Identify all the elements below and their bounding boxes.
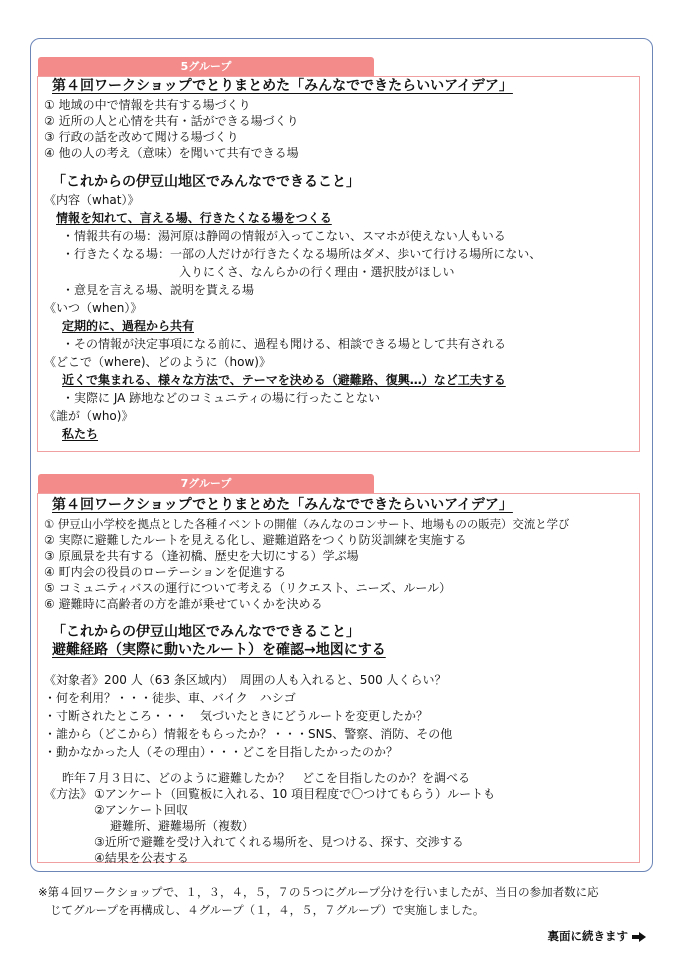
group5-idea-3: ③ 行政の話を改めて聞ける場づくり [44,130,239,144]
group5-when-label: 《いつ（when）》 [44,301,143,315]
group7-method-1: ①アンケート（回覧板に入れる、10 項目程度で〇つけてもらう）ルートも [94,787,496,801]
group7-target-3: ・寸断されたところ・・・ 気づいたときにどうルートを変更したか？ [44,709,429,723]
group7-tab: 7グループ [38,474,374,494]
group5-what-item-2: ・行きたくなる場：一部の人だけが行きたくなる場所はダメ、歩いて行ける場所にない、 [62,247,542,261]
group5-idea-4: ④ 他の人の考え（意味）を聞いて共有できる場 [44,146,299,160]
group5-when-sub: 定期的に、過程から共有 [62,319,195,333]
group7-research: 昨年７月３日に、どのように避難したか？ どこを目指したのか？を調べる [62,771,471,785]
group7-heading: 「これからの伊豆山地区でみんなでできること」 [52,624,360,640]
group5-what-sub: 情報を知れて、言える場、行きたくなる場をつくる [56,211,332,225]
next-page-note [547,928,646,944]
group7-target-4: ・誰から（どこから）情報をもらったか？・・・SNS、警察、消防、その他 [44,727,453,741]
group7-title: 第４回ワークショップでとりまとめた「みんなでできたらいいアイデア」 [52,497,513,513]
group5-who-label: 《誰が（who)》 [44,409,134,423]
group7-idea-2: ② 実際に避難したルートを見える化し、避難道路をつくり防災訓練を実施する [44,533,467,547]
group5-what-item-3: 入りにくさ、なんらかの行く理由・選択肢がほしい [179,265,455,279]
group5-idea-2: ② 近所の人と心情を共有・話ができる場づくり [44,114,299,128]
group7-target-1: 《対象者》200 人（63 条区域内） 周囲の人も入れると、500 人くらい？ [44,673,447,687]
group7-idea-6: ⑥ 避難時に高齢者の方を誰が乗せていくかを決める [44,597,323,611]
group5-what-item-1: ・情報共有の場：湯河原は静岡の情報が入ってこない、スマホが使えない人もいる [62,229,506,243]
group7-method-3: ③近所で避難を受け入れてくれる場所を、見つける、探す、交渉する [94,835,464,849]
group7-target-5: ・動かなかった人（その理由）・・・どこを目指したかったのか？ [44,745,399,759]
group5-idea-1: ① 地域の中で情報を共有する場づくり [44,98,251,112]
footnote-line-1: ※第４回ワークショップで、１，３，４，５，７の５つにグループ分けを行いましたが、当日の参加者数に応 [38,885,599,899]
group5-what-label: 《内容（what）》 [44,193,140,207]
group7-target-2: ・何を利用？・・・徒歩、車、バイク ハシゴ [44,691,296,705]
group7-idea-4: ④ 町内会の役員のローテーションを促進する [44,565,287,579]
group5-when-item-1: ・その情報が決定事項になる前に、過程も聞ける、相談できる場として共有される [62,337,507,351]
group5-where-item-1: ・実際に JA 跡地などのコミュニティの場に行ったことない [62,391,380,405]
group5-title: 第４回ワークショップでとりまとめた「みんなでできたらいいアイデア」 [52,78,513,94]
arrow-right-icon [632,932,646,942]
footnote-line-2: じてグループを再構成し、４グループ（１，４，５，７グループ）で実施しました。 [50,903,485,917]
group7-sub: 避難経路（実際に動いたルート）を確認→地図にする [52,642,386,658]
group5-where-label: 《どこで（where)、どのように（how)》 [44,355,271,369]
group7-idea-5: ⑤ コミュニティバスの運行について考える（リクエスト、ニーズ、ルール） [44,581,452,595]
group5-where-sub: 近くで集まれる、様々な方法で、テーマを決める（避難路、復興…）など工夫する [62,373,506,387]
group5-what-item-4: ・意見を言える場、説明を貰える場 [62,283,255,297]
group7-method-label: 《方法》 [44,787,93,801]
group7-method-2: ②アンケート回収 [94,803,189,817]
group5-heading: 「これからの伊豆山地区でみんなでできること」 [52,174,360,190]
group5-who-sub: 私たち [62,427,99,441]
group7-idea-3: ③ 原風景を共有する（逢初橋、歴史を大切にする）学ぶ場 [44,549,359,563]
group7-method-4: ④結果を公表する [94,851,189,865]
group7-idea-1: ① 伊豆山小学校を拠点とした各種イベントの開催（みんなのコンサート、地場ものの販売）交流と学び [44,517,570,531]
group5-tab: 5グループ [38,57,374,77]
next-page-label: 裏面に続きます [547,929,628,943]
group7-method-2-detail: 避難所、避難場所（複数） [110,819,255,833]
